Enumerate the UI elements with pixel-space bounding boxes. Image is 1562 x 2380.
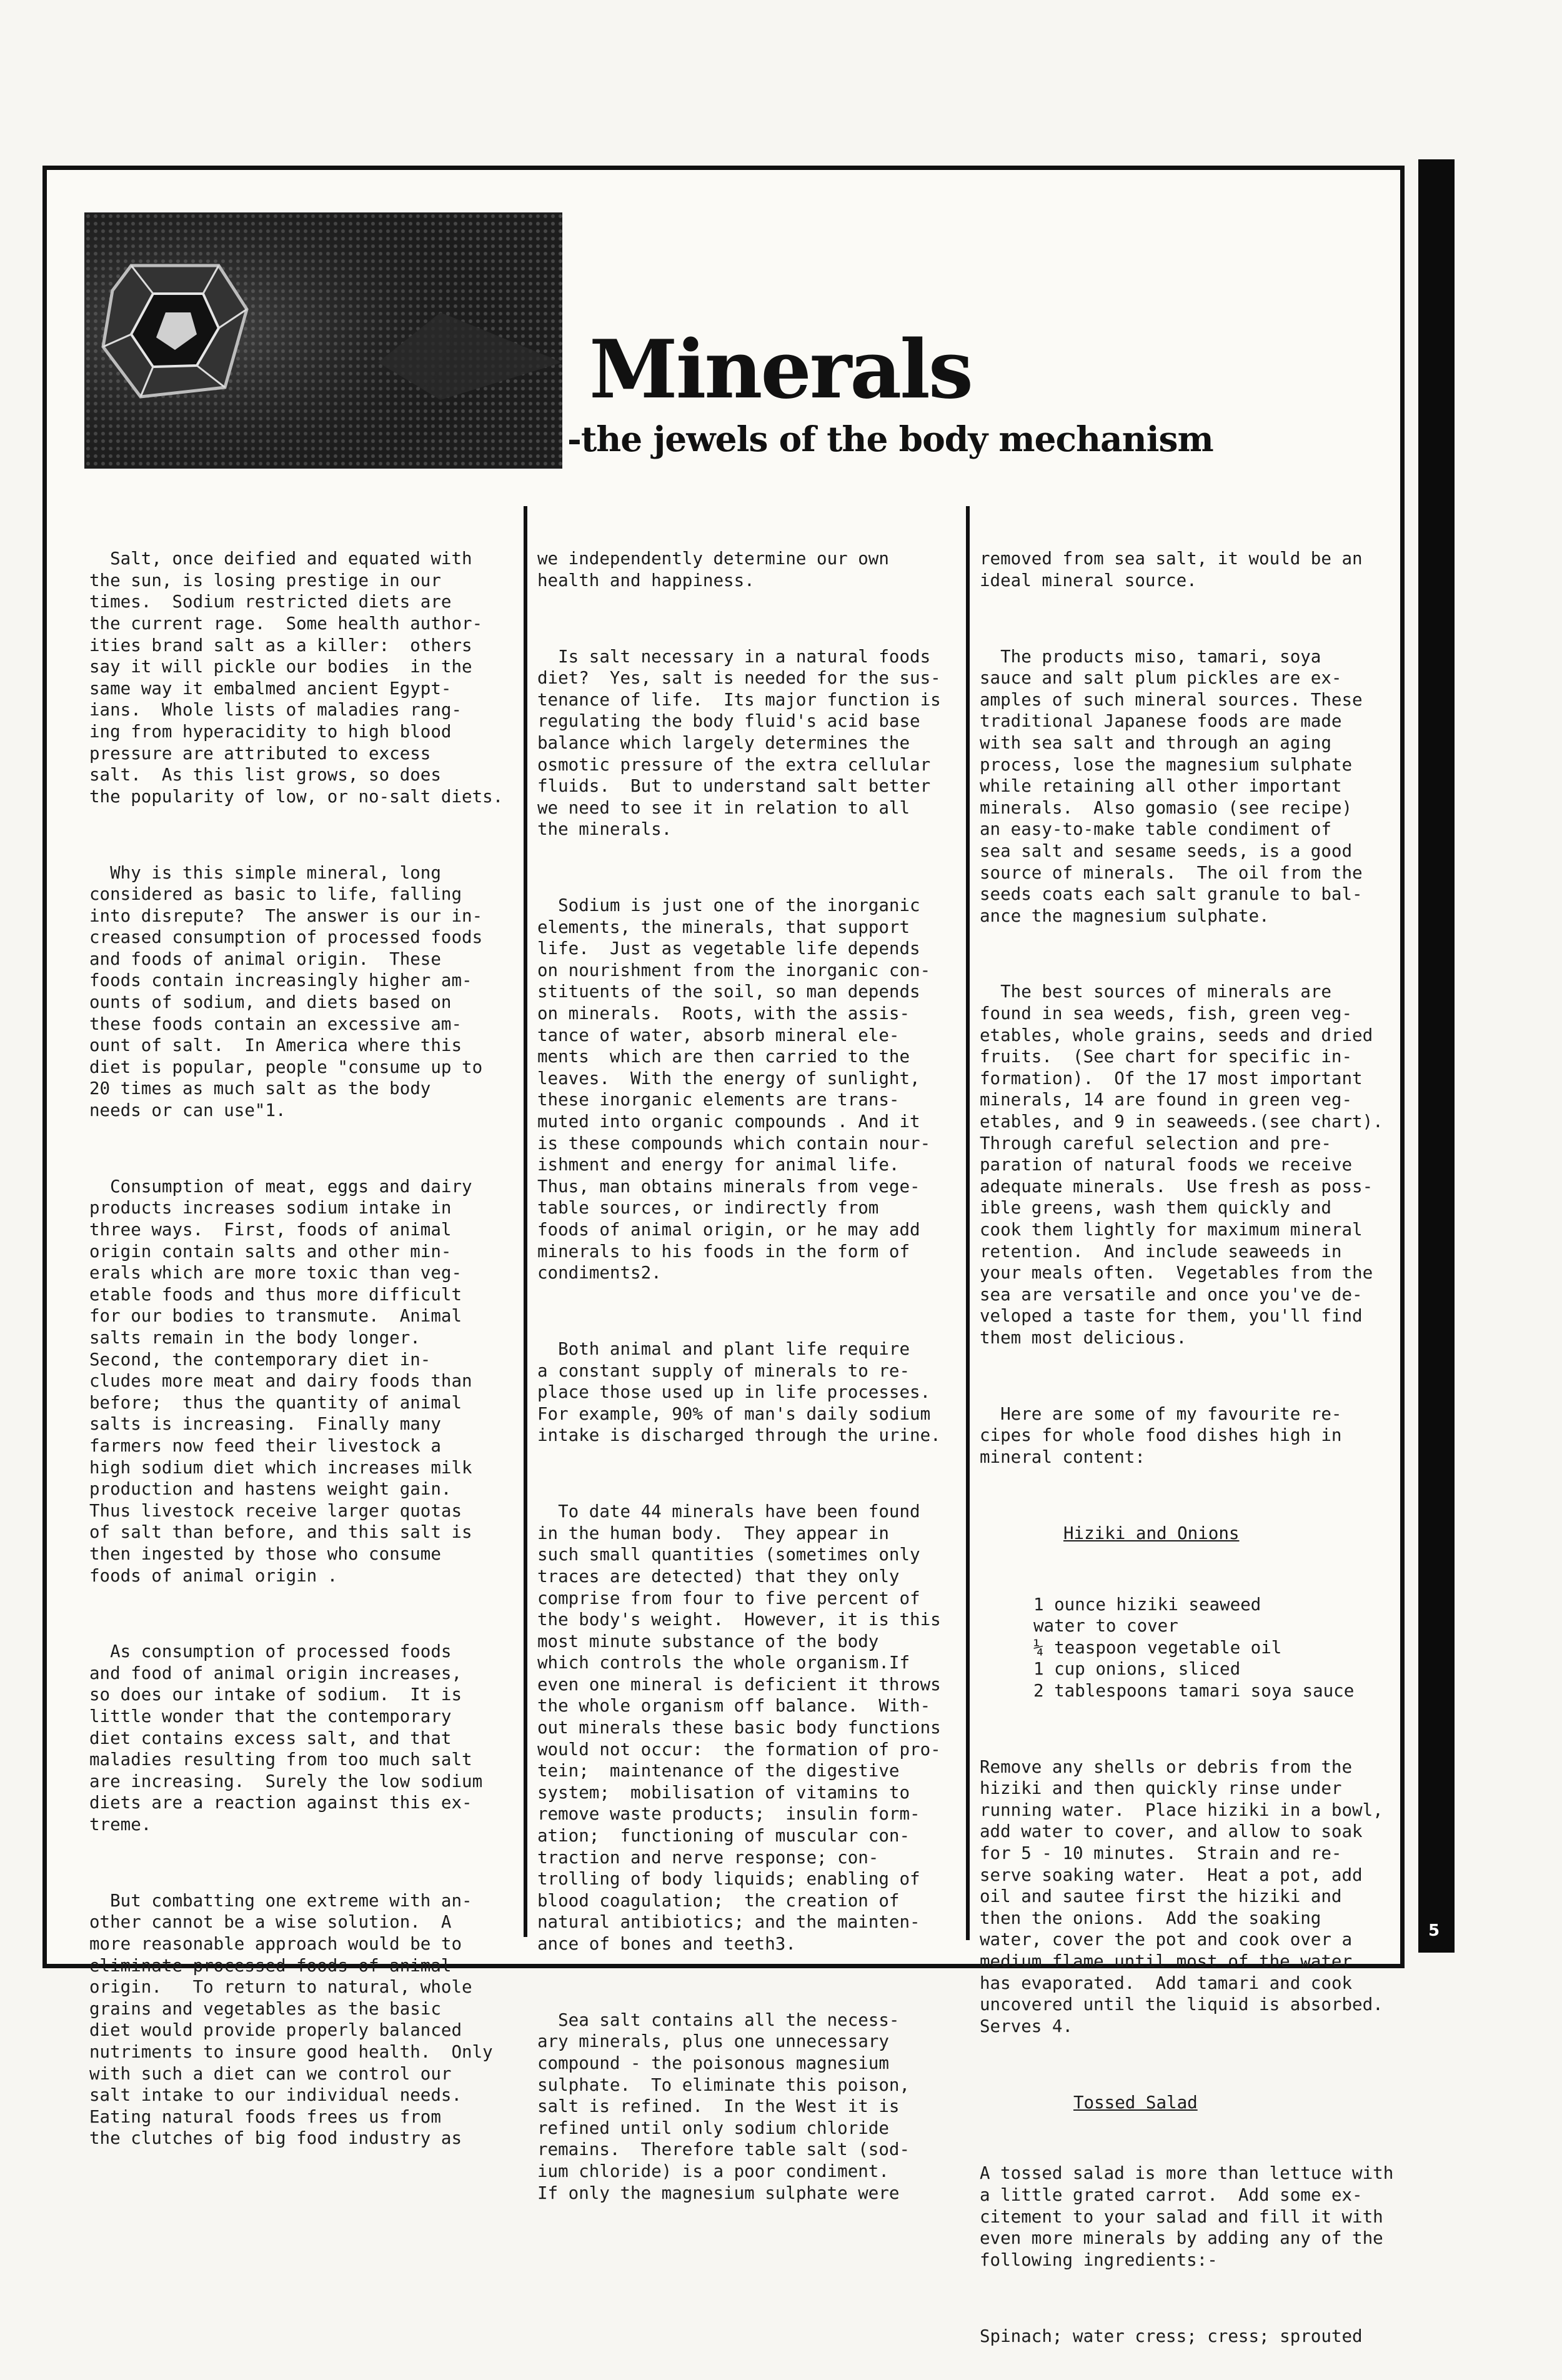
paragraph: Is salt necessary in a natural foods diet? Yes, salt is needed for the sus- tenance of life. Its major function is regulating the body fluid's acid base balance which largely determines the osmotic pressure of the extra cellular fluids. But to understand salt better we need to see it in relation to all the minerals. [537,646,941,840]
column-rule-1 [524,506,527,1937]
paragraph: we independently determine our own health and happiness. [537,549,889,590]
crystal-photo [84,212,562,469]
recipe-title-hiziki: Hiziki and Onions [1063,1523,1240,1543]
column-3 [980,505,1411,2380]
paragraph: Here are some of my favourite re- cipes for whole food dishes high in mineral content: [980,1403,1342,1467]
paragraph: Both animal and plant life require a constant supply of minerals to re- place those used up in life processes. For example, 90% of man's daily sodium intake is discharged through the urine. [537,1338,941,1446]
paragraph: Sodium is just one of the inorganic elements, the minerals, that support life. Just as vegetable life depends on nourishment from the inorganic con- stituents of the soil, so man depends on minerals. Roots, with the assis- tance of water, absorb mineral ele- ments which are then carried to the leaves. With the energy of sunlight, these inorganic elements are trans- muted into organic compounds . And it is these compounds which contain nour- ishment and energy for animal life. Thus, man obtains minerals from vege- table sources, or indirectly from foods of animal origin, or he may add minerals to his foods in the form of condiments2. [537,895,931,1283]
recipe-title-salad: Tossed Salad [1073,2092,1198,2113]
paragraph: Salt, once deified and equated with the sun, is losing prestige in our times. Sodium restricted diets are the current rage. Some health author- ities brand salt as a killer: others say it will pickle our bodies in the same way it embalmed ancient Egypt- ians. Whole lists of maladies rang- ing from hyperacidity to high blood pressure are attributed to excess salt. As this list grows, so does the popularity of low, or no-salt diets. [89,549,504,807]
paragraph: Sea salt contains all the necess- ary minerals, plus one unnecessary compound - the poisonous magnesium sulphate. To eliminate this poison, salt is refined. In the West it is refined until only sodium chloride remains. Therefore table salt (sod- ium chloride) is a poor condiment. If only the magnesium sulphate were [537,2009,910,2203]
article-subtitle: -the jewels of the body mechanism [567,419,1213,459]
article-title: Minerals [589,323,972,417]
column-1 [89,505,517,2183]
paragraph: The best sources of minerals are found in sea weeds, fish, green veg- etables, whole grains, seeds and dried fruits. (See chart for specific in- formation). Of the 17 most important minerals, 14 are found in green veg- etables, and 9 in seaweeds.(see chart). Through careful selection and pre- paration of natural foods we receive adequate minerals. Use fresh as poss- ible greens, wash them quickly and cook them lightly for maximum mineral retention. And include seaweeds in your meals often. Vegetables from the sea are versatile and once you've de- veloped a taste for them, you'll find them most delicious. [980,982,1383,1348]
recipe-list-salad: Spinach; water cress; cress; sprouted [980,2326,1363,2346]
page-number: 5 [1428,1921,1440,1940]
recipe-ingredients-hiziki: 1 ounce hiziki seaweed water to cover ¼ teaspoon vegetable oil 1 cup onions, sliced 2 tablespoons tamari soya sauce [1033,1594,1355,1701]
paragraph: To date 44 minerals have been found in the human body. They appear in such small quantities (sometimes only traces are detected) that they only comprise from four to five percent of the body's weight. However, it is this most minute substance of the body which controls the whole organism.If even one mineral is deficient it throws the whole organism off balance. With- out minerals these basic body functions would not occur: the formation of pro- tein; maintenance of the digestive system; mobilisation of vitamins to remove waste products; insulin form- ation; functioning of muscular con- traction and nerve response; con- trolling of body liquids; enabling of blood coagulation; the creation of natural antibiotics; and the mainten- ance of bones and teeth3. [537,1501,941,1954]
paragraph: As consumption of processed foods and food of animal origin increases, so does our intake of sodium. It is little wonder that the contemporary diet contains excess salt, and that maladies resulting from too much salt are increasing. Surely the low sodium diets are a reaction against this ex- treme. [89,1641,483,1835]
recipe-intro-salad: A tossed salad is more than lettuce with a little grated carrot. Add some ex- citement to your salad and fill it with even more minerals by adding any of the following ingredients:- [980,2163,1394,2270]
recipe-method-hiziki: Remove any shells or debris from the hiziki and then quickly rinse under running water. Place hiziki in a bowl, add water to cover, and allow to soak for 5 - 10 minutes. Strain and re- serve soaking water. Heat a pot, add oil and sautee first the hiziki and then the onions. Add the soaking water, cover the pot and cook over a medium flame until most of the water has evaporated. Add tamari and cook uncovered until the liquid is absorbed. Serves 4. [980,1756,1383,2036]
paragraph: Consumption of meat, eggs and dairy products increases sodium intake in three ways. First, foods of animal origin contain salts and other min- erals which are more toxic than veg- etable foods and thus more difficult for our bodies to transmute. Animal salts remain in the body longer. Second, the contemporary diet in- cludes more meat and dairy foods than before; thus the quantity of animal salts is increasing. Finally many farmers now feed their livestock a high sodium diet which increases milk production and hastens weight gain. Thus livestock receive larger quotas of salt than before, and this salt is then ingested by those who consume foods of animal origin . [89,1176,472,1586]
paragraph: But combatting one extreme with an- other cannot be a wise solution. A more reasonable approach would be to eliminate processed foods of animal origin. To return to natural, whole grains and vegetables as the basic diet would provide properly balanced nutriments to insure good health. Only with such a diet can we control our salt intake to our individual needs. Eating natural foods frees us from the clutches of big food industry as [89,1890,493,2149]
page-edge-bar [1418,159,1455,1953]
column-2 [537,505,968,2237]
paragraph: Why is this simple mineral, long considered as basic to life, falling into disrepute? The answer is our in- creased consumption of processed foods and foods of animal origin. These foods contain increasingly higher am- ounts of sodium, and diets based on these foods contain an excessive am- ount of salt. In America where this diet is popular, people "consume up to 20 times as much salt as the body needs or can use"1. [89,862,483,1121]
paragraph: The products miso, tamari, soya sauce and salt plum pickles are ex- amples of such mineral sources. These traditional Japanese foods are made with sea salt and through an aging process, lose the magnesium sulphate while retaining all other important minerals. Also gomasio (see recipe) an easy-to-make table condiment of sea salt and sesame seeds, is a good source of minerals. The oil from the seeds coats each salt granule to bal- ance the magnesium sulphate. [980,646,1363,926]
paragraph: removed from sea salt, it would be an ideal mineral source. [980,549,1363,590]
